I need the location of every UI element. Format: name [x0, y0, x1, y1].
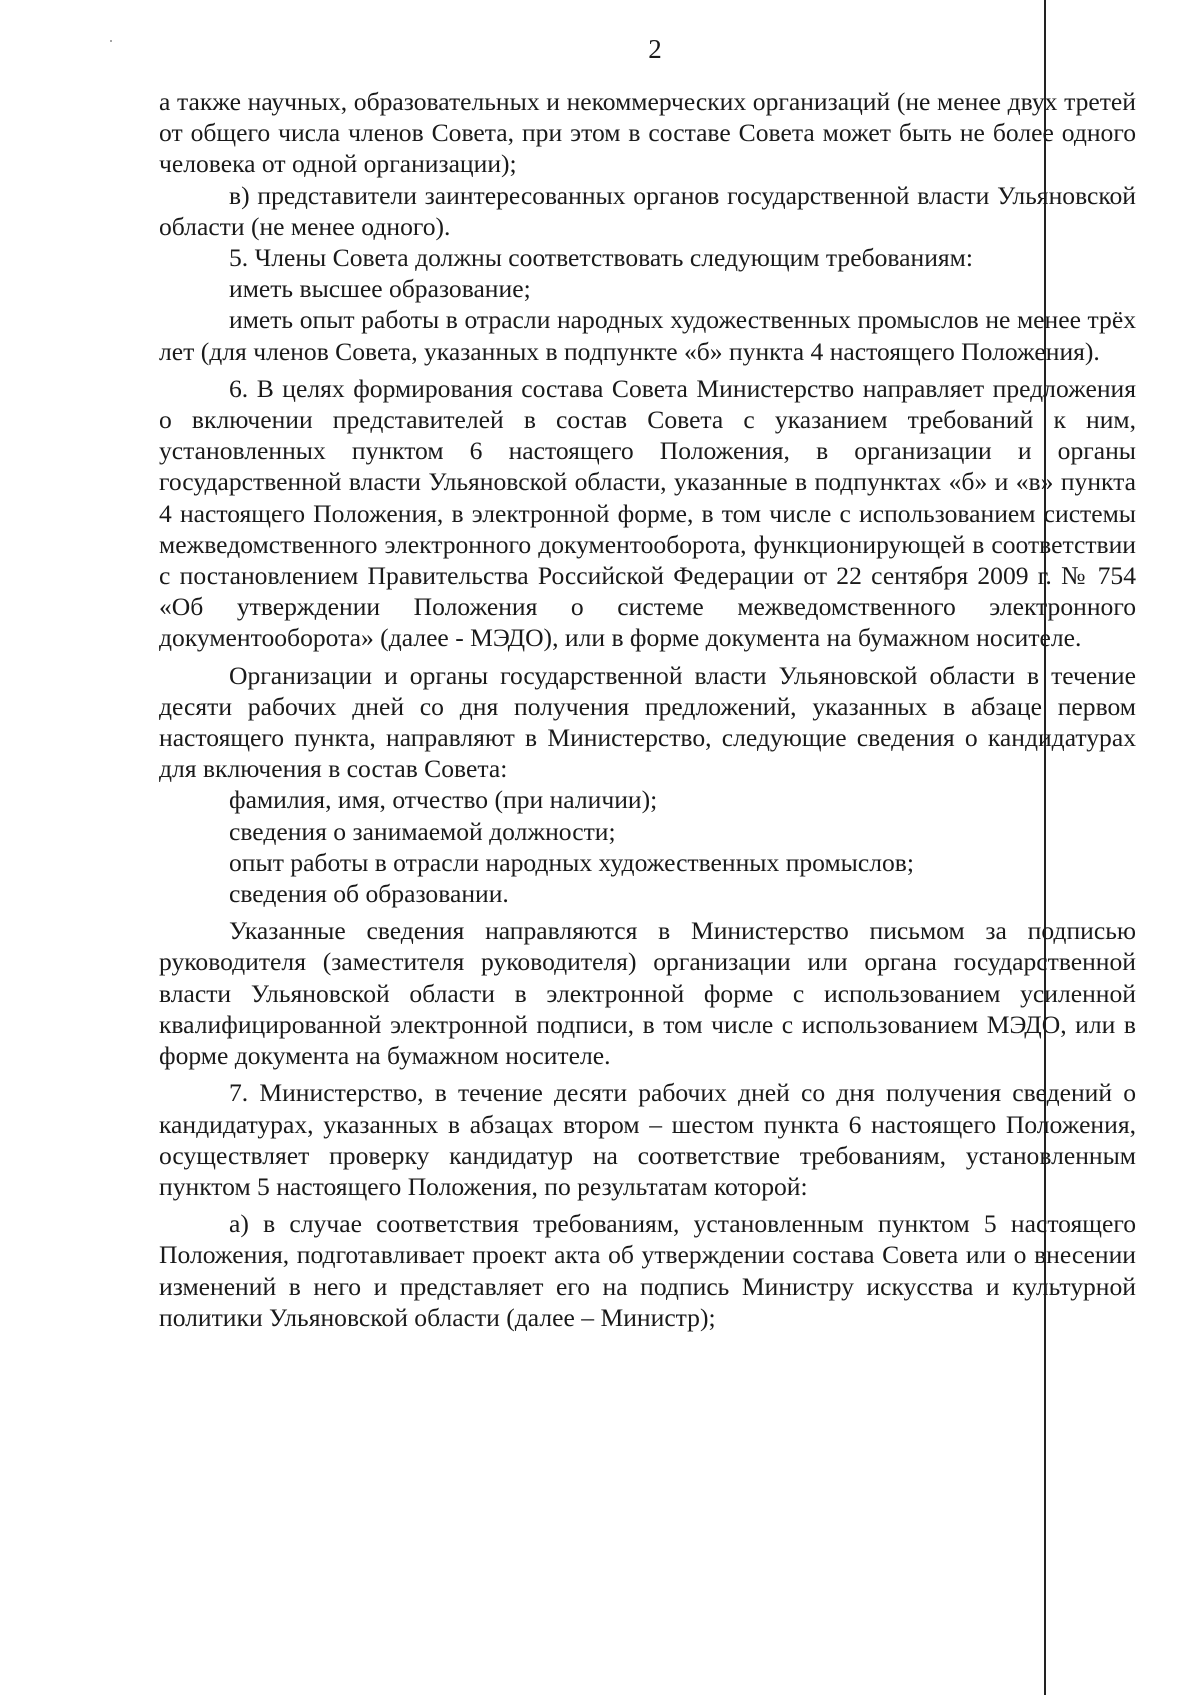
paragraph: а) в случае соответствия требованиям, установленным пунктом 5 настоящего Положения, подготавливает проект акта об утверждении состава Совета или о внесении изменений в него и представляет его на подпись Министру искусства и культурной политики Ульяновской области (далее – Министр); [159, 1209, 1136, 1332]
paragraph: сведения о занимаемой должности; [229, 816, 616, 846]
paragraph: 7. Министерство, в течение десяти рабочих дней со дня получения сведений о кандидатурах, указанных в абзацах втором – шестом пункта 6 настоящего Положения, осуществляет проверку кандидатур на соответствие требованиям, установленным пунктом 5 настоящего Положения, по результатам которой: [159, 1078, 1136, 1201]
paragraph: иметь опыт работы в отрасли народных художественных промыслов не менее трёх лет (для членов Совета, указанных в подпункте «б» пункта 4 настоящего Положения). [159, 305, 1136, 366]
paragraph: Организации и органы государственной власти Ульяновской области в течение десяти рабочих дней со дня получения предложений, указанных в абзаце первом настоящего пункта, направляют в Министерство, следующие сведения о кандидатурах для включения в состав Совета: [159, 660, 1136, 784]
document-body [159, 86, 1136, 1333]
paragraph: фамилия, имя, отчество (при наличии); [229, 785, 658, 815]
paragraph: 6. В целях формирования состава Совета Министерство направляет предложения о включении представителей в состав Совета с указанием требований к ним, установленных пунктом 6 настоящего Положения, в организации и органы государственной власти Ульяновской области, указанные в подпунктах «б» и «в» пункта 4 настоящего Положения, в электронной форме, в том числе с использованием системы межведомственного электронного документооборота, функционирующей в соответствии с постановлением Правительства Российской Федерации от 22 сентября 2009 г. № 754 «Об утверждении Положения о системе межведомственного электронного документооборота» (далее - МЭДО), или в форме документа на бумажном носителе. [159, 373, 1136, 653]
page-number: 2 [648, 34, 662, 64]
paragraph: опыт работы в отрасли народных художественных промыслов; [229, 847, 915, 877]
paragraph: 5. Члены Совета должны соответствовать следующим требованиям: [229, 243, 973, 273]
paragraph: а также научных, образовательных и некоммерческих организаций (не менее двух третей от общего числа членов Совета, при этом в составе Совета может быть не более одного человека от одной организации); [159, 87, 1136, 179]
paragraph: сведения об образовании. [229, 879, 509, 909]
paragraph: Указанные сведения направляются в Министерство письмом за подписью руководителя (заместителя руководителя) организации или органа государственной власти Ульяновской области в электронной форме с использованием усиленной квалифицированной электронной подписи, в том числе с использованием МЭДО, или в форме документа на бумажном носителе. [159, 916, 1136, 1071]
paragraph: в) представители заинтересованных органов государственной власти Ульяновской области (не менее одного). [159, 180, 1136, 241]
paragraph: иметь высшее образование; [229, 274, 531, 304]
